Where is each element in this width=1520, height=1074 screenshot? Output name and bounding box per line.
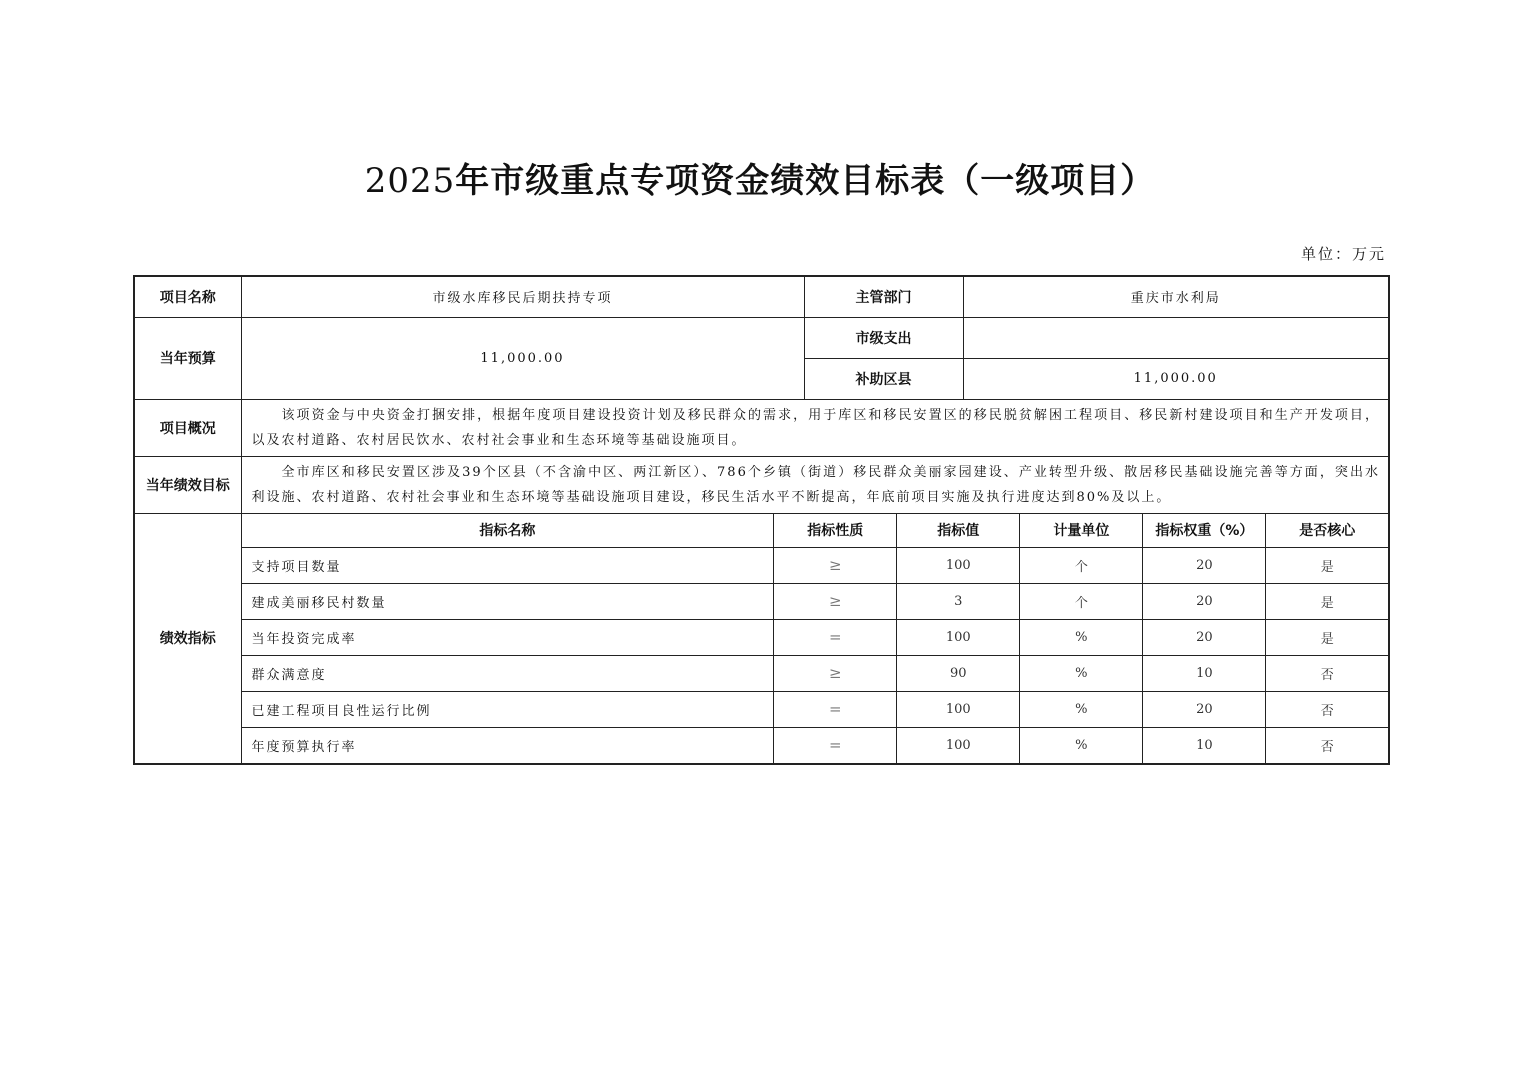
subsidy-value: 11,000.00 [963,358,1389,399]
header-indicator-name: 指标名称 [242,514,774,548]
city-spend-label: 市级支出 [804,317,963,358]
title-year: 2025 [364,161,456,201]
indicator-name: 支持项目数量 [242,547,774,583]
indicators-table [242,514,1389,763]
document-title [0,158,1520,204]
indicators-label: 绩效指标 [134,513,241,764]
indicator-value: 100 [897,727,1020,763]
indicator-core: 否 [1266,655,1388,691]
dept-label: 主管部门 [804,276,963,317]
table-row [242,727,1389,763]
indicator-unit: 个 [1020,583,1143,619]
performance-table [133,275,1390,765]
header-indicator-nature: 指标性质 [774,514,897,548]
project-name-row [134,276,1389,317]
indicator-value: 90 [897,655,1020,691]
indicator-nature: ≥ [774,655,897,691]
budget-row [134,317,1389,358]
table-row [242,547,1389,583]
indicator-name: 当年投资完成率 [242,619,774,655]
overview-row [134,399,1389,456]
table-row [242,583,1389,619]
table-row [242,655,1389,691]
project-name-label: 项目名称 [134,276,241,317]
overview-label: 项目概况 [134,399,241,456]
table-row [242,691,1389,727]
project-name-value: 市级水库移民后期扶持专项 [241,276,804,317]
indicator-unit: % [1020,691,1143,727]
indicator-nature: = [774,727,897,763]
city-spend-value [963,317,1389,358]
indicator-name: 群众满意度 [242,655,774,691]
indicator-value: 100 [897,619,1020,655]
indicator-unit: 个 [1020,547,1143,583]
goal-row [134,456,1389,513]
indicator-core: 否 [1320,739,1334,755]
indicator-unit: % [1020,727,1143,763]
header-core: 是否核心 [1266,514,1388,548]
indicator-core: 是 [1266,583,1388,619]
table-row [242,619,1389,655]
indicator-value: 100 [897,691,1020,727]
goal-label: 当年绩效目标 [134,456,241,513]
indicator-value: 100 [897,547,1020,583]
indicator-weight: 10 [1143,727,1266,763]
indicator-weight: 20 [1143,547,1266,583]
unit-label: 单位：万元 [1300,245,1386,263]
budget-value: 11,000.00 [241,317,804,399]
budget-label: 当年预算 [134,317,241,399]
header-weight: 指标权重（%） [1143,514,1266,548]
indicator-core: 是 [1266,619,1388,655]
goal-text: 全市库区和移民安置区涉及39个区县（不含渝中区、两江新区）、786个乡镇（街道）移民群众美丽家园建设、产业转型升级、散居移民基础设施完善等方面，突出水利设施、农村道路、农村社会事业和生态环境等基础设施项目建设，移民生活水平不断提高，年底前项目实施及执行进度达到80%及以上。 [241,456,1389,513]
title-main: 年市级重点专项资金绩效目标表（一级项目） [455,161,1156,201]
indicator-weight: 10 [1143,655,1266,691]
overview-text: 该项资金与中央资金打捆安排，根据年度项目建设投资计划及移民群众的需求，用于库区和移民安置区的移民脱贫解困工程项目、移民新村建设项目和生产开发项目，以及农村道路、农村居民饮水、农村社会事业和生态环境等基础设施项目。 [241,399,1389,456]
indicator-unit: % [1020,655,1143,691]
indicator-weight: 20 [1143,619,1266,655]
dept-value: 重庆市水利局 [963,276,1389,317]
indicator-core: 是 [1266,547,1388,583]
indicator-weight: 20 [1143,583,1266,619]
header-indicator-value: 指标值 [897,514,1020,548]
indicator-name: 建成美丽移民村数量 [242,583,774,619]
indicators-cell [241,513,1389,764]
indicator-value: 3 [897,583,1020,619]
indicator-weight: 20 [1143,691,1266,727]
indicator-name: 已建工程项目良性运行比例 [242,691,774,727]
subsidy-label: 补助区县 [804,358,963,399]
indicator-unit: % [1020,619,1143,655]
header-unit: 计量单位 [1020,514,1143,548]
indicator-core: 否 [1266,691,1388,727]
indicator-nature: = [774,691,897,727]
indicator-nature: ≥ [774,583,897,619]
indicators-row [134,513,1389,764]
indicator-nature: ≥ [774,547,897,583]
indicator-nature: = [774,619,897,655]
indicators-header-row [242,514,1389,548]
indicator-name: 年度预算执行率 [242,727,774,763]
